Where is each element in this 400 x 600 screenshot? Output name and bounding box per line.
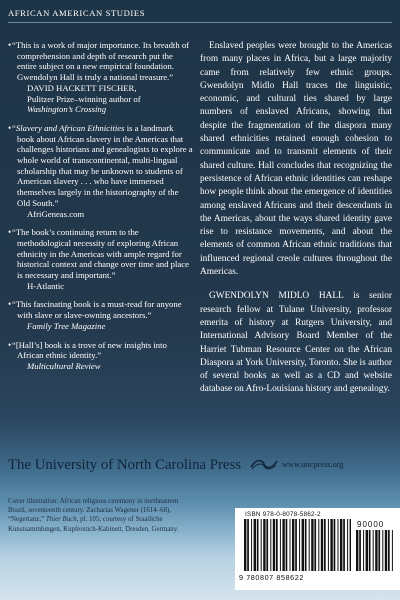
bullet-icon: •	[8, 227, 12, 238]
blurb-attribution: Family Tree Magazine	[27, 320, 106, 331]
cover-credit: Cover illustration: African religious ceremony in northeastern Brazil, seventeenth century. Zacharias Wagener (1614–68), “Negertanz,” Thier Buch, pl. 105; courtesy of Staatliche Kunstsammlungen, Kupferstich-Kabinett, Dresden, Germany.	[8, 498, 179, 533]
blurb-attribution: H-Atlantic	[27, 280, 65, 291]
description-column	[200, 40, 392, 406]
barcode	[235, 508, 400, 590]
header-divider	[8, 22, 392, 23]
blurb-attribution: Multicultural Review	[27, 360, 101, 371]
author-bio: GWENDOLYN MIDLO HALL is senior research fellow at Tulane University, professor emerita of history at Rutgers University, and International Advisory Board Member of the Harriet Tubman Resource Center on the African Diaspora at York University, Toronto. She is author of several books as well as a CD and website database on Afro-Louisiana history and genealogy.	[200, 291, 392, 395]
blurb-h-atlantic	[8, 227, 193, 291]
ean-barcode-bars	[243, 519, 351, 571]
cover-credit-work: Thier Buch,	[45, 516, 79, 524]
blurb-text: “The book’s continuing return to the methodological necessity of exploring African ethnicity in the Americas with ample regard for historical context and change over time and place is necessary and important.”	[12, 227, 189, 281]
blurbs-column	[8, 40, 193, 380]
blurb-afrigeneas: • “Slavery and African Ethnicities is a landmark book about African slavery in the Americas that challenges historians and genealogists to explore a whole world of transcontinental, multi-lingual scholarship that may be unknown to students of American slavery . . . who have immersed themselves largely in the historiography of the Old South.” AfriGeneas.com	[8, 122, 193, 219]
bullet-icon: •	[8, 122, 12, 133]
blurb-book-title: Slavery and African Ethnicities	[15, 122, 125, 133]
bullet-icon: •	[8, 339, 12, 350]
publisher-bar	[8, 453, 392, 477]
blurb-attribution: DAVID HACKETT FISCHER,	[27, 82, 137, 93]
blurb-fischer	[8, 40, 193, 115]
price-code: 90000	[357, 520, 385, 529]
publisher-name: The University of North Carolina Press	[8, 457, 242, 473]
series-title: AFRICAN AMERICAN STUDIES	[8, 8, 146, 18]
blurb-multicultural	[8, 340, 193, 372]
price-barcode-bars	[355, 530, 395, 571]
publisher-url: www.uncpress.org	[282, 460, 344, 469]
ean-digits: 9 780807 858622	[239, 573, 304, 582]
book-description: Enslaved peoples were brought to the Americas from many places in Africa, but a large majority came from relatively few ethnic groups. Gwendolyn Midlo Hall traces the linguistic, economic, and cultural ties shared by large numbers of enslaved Africans, showing that despite the fragmentation of the diaspora many shared ethnicities retained enough cohesion to communicate and to transmit elements of their shared culture. Hall concludes that recognizing the persistence of African ethnic identities can reshape how people think about the emergence of identities among enslaved Africans and their descendants in the Americas, about the ways shared identity gave rise to resistance movements, and about the elements of common African ethnic traditions that influenced regional creole cultures throughout the Americas.	[200, 41, 392, 278]
bullet-icon: •	[8, 40, 12, 50]
isbn-label: ISBN 978-0-8078-5862-2	[245, 511, 321, 518]
blurb-text: “This is a work of major importance. Its breadth of comprehension and depth of research put the entire subject on a new empirical foundation. Gwendolyn Hall is truly a national treasure.”	[12, 40, 190, 83]
blurb-attribution-role: Pulitzer Prize–winning author of	[27, 93, 141, 104]
blurb-family-tree	[8, 299, 193, 331]
bullet-icon: •	[8, 299, 12, 310]
blurb-text: “This fascinating book is a must-read for anyone with slave or slave-owning ancestors.”	[12, 299, 182, 321]
unc-press-logo-icon	[250, 457, 278, 471]
blurb-text: is a landmark book about African slavery in the Americas that challenges historians and genealogists to explore a whole world of transcontinental, multi-lingual scholarship that may be unknown to students of American slavery . . . who have immersed themselves largely in the historiography of the Old South.”	[17, 122, 193, 208]
blurb-attribution: AfriGeneas.com	[27, 208, 85, 219]
blurb-text: “[Hall’s] book is a trove of new insights into African ethnic identity.”	[12, 339, 167, 361]
blurb-attribution-work: Washington’s Crossing	[27, 104, 107, 115]
